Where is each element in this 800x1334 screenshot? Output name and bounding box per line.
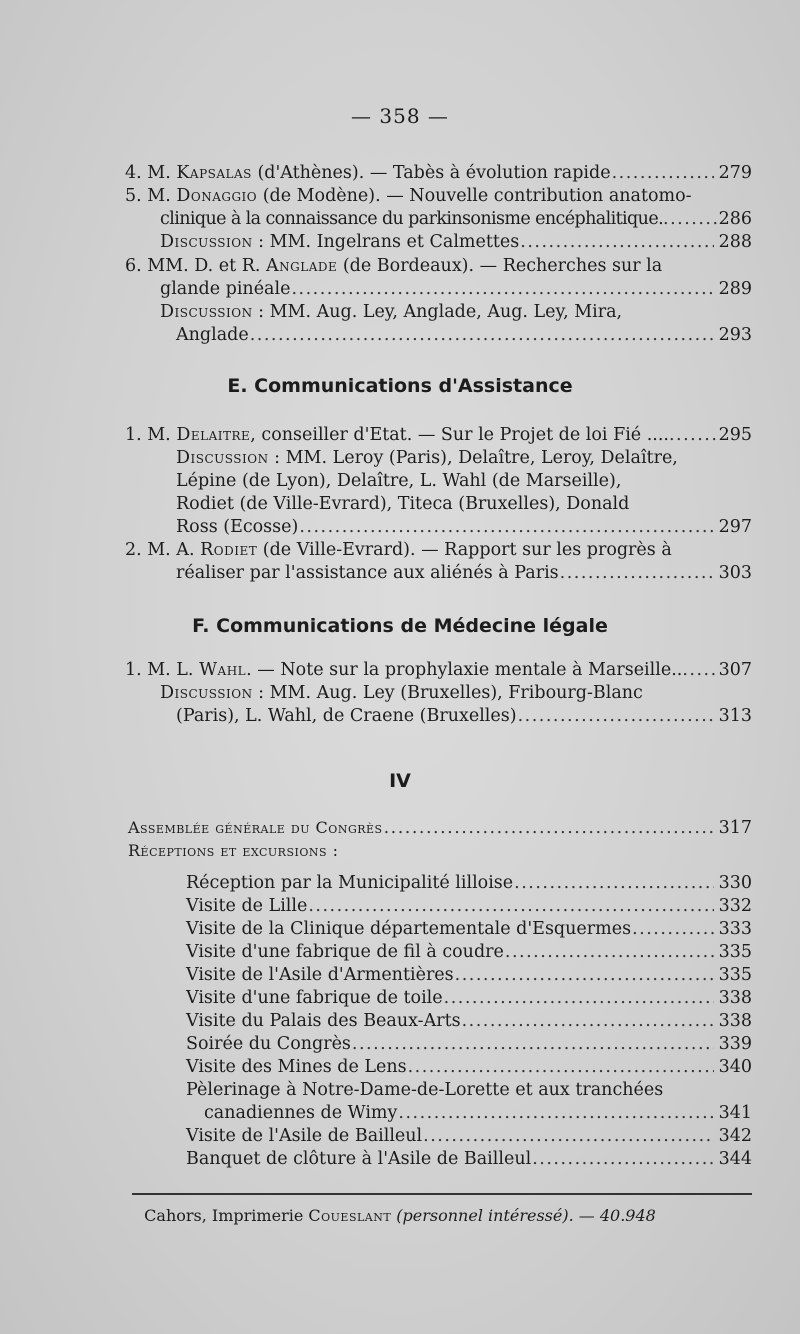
section-heading-iv: IV [389, 770, 411, 792]
page-ref: 279 [718, 163, 752, 183]
toc-discussion: Discussion : MM. Aug. Ley, Anglade, Aug. Ley, Mira, [160, 302, 623, 322]
page-ref: 342 [718, 1126, 752, 1146]
page-ref: 317 [718, 818, 752, 838]
toc-entry: 1. M. Delaitre, conseiller d'Etat. — Sur le Projet de loi Fié .... ..... 295 [125, 425, 752, 445]
page-ref: 335 [718, 965, 752, 985]
page-ref: 339 [718, 1034, 752, 1054]
page-ref: 295 [718, 425, 752, 445]
toc-entry-cont: réaliser par l'assistance aux aliénés à Paris ..... 303 [176, 563, 752, 583]
section-heading-f: F. Communications de Médecine légale [192, 615, 608, 637]
printer-footer: Cahors, Imprimerie Coueslant (personnel intéressé). — 40.948 [144, 1206, 656, 1225]
receptions-label: Réceptions et excursions : [128, 841, 339, 860]
page-ref: 293 [718, 325, 752, 345]
toc-entry-cont: Anglade ..... 293 [176, 325, 752, 345]
toc-entry-cont: Ross (Ecosse) ..... 297 [176, 517, 752, 537]
page-ref: 288 [718, 232, 752, 252]
toc-entry-cont: clinique à la connaissance du parkinsonisme encéphalitique. ..... 286 [160, 209, 752, 229]
page-ref: 330 [718, 873, 752, 893]
list-item: Soirée du Congrès ..... 339 [186, 1034, 752, 1054]
section-heading-e: E. Communications d'Assistance [227, 375, 573, 397]
toc-discussion: Discussion : MM. Ingelrans et Calmettes ..... 288 [160, 232, 752, 252]
list-item: Visite des Mines de Lens ..... 340 [186, 1057, 752, 1077]
toc-entry-cont: glande pinéale ..... 289 [160, 279, 752, 299]
toc-entry-cont: Rodiet (de Ville-Evrard), Titeca (Bruxelles), Donald [176, 494, 630, 514]
list-item: Visite du Palais des Beaux-Arts ..... 338 [186, 1011, 752, 1031]
toc-discussion: Discussion : MM. Leroy (Paris), Delaître, Leroy, Delaître, [176, 448, 678, 468]
list-item: Visite d'une fabrique de fil à coudre ..... 335 [186, 942, 752, 962]
toc-entry: 5. M. Donaggio (de Modène). — Nouvelle contribution anatomo- [125, 186, 692, 206]
toc-entry: 2. M. A. Rodiet (de Ville-Evrard). — Rapport sur les progrès à [125, 540, 672, 560]
page-ref: 341 [718, 1103, 752, 1123]
toc-entry-cont: (Paris), L. Wahl, de Craene (Bruxelles) ..... 313 [176, 706, 752, 726]
list-item: Visite de l'Asile de Bailleul ..... 342 [186, 1126, 752, 1146]
list-item: Pèlerinage à Notre-Dame-de-Lorette et aux tranchées [186, 1080, 664, 1100]
page-ref: 286 [718, 209, 752, 229]
toc-entry: Assemblée générale du Congrès ..... 317 [128, 818, 752, 838]
page-ref: 332 [718, 896, 752, 916]
list-item: Visite de l'Asile d'Armentières ..... 335 [186, 965, 752, 985]
list-item: Visite d'une fabrique de toile ..... 338 [186, 988, 752, 1008]
list-item: Réception par la Municipalité lilloise ..... 330 [186, 873, 752, 893]
page-ref: 307 [718, 660, 752, 680]
page-ref: 333 [718, 919, 752, 939]
toc-entry-cont: Lépine (de Lyon), Delaître, L. Wahl (de Marseille), [176, 471, 622, 491]
list-item: Banquet de clôture à l'Asile de Bailleul ..... 344 [186, 1149, 752, 1169]
toc-discussion: Discussion : MM. Aug. Ley (Bruxelles), Fribourg-Blanc [160, 683, 643, 703]
page-ref: 335 [718, 942, 752, 962]
page-ref: 340 [718, 1057, 752, 1077]
footer-rule [132, 1193, 752, 1195]
toc-entry: 1. M. L. Wahl. — Note sur la prophylaxie mentale à Marseille.. ..... 307 [125, 660, 752, 680]
page-ref: 289 [718, 279, 752, 299]
page-ref: 303 [718, 563, 752, 583]
list-item-cont: canadiennes de Wimy ..... 341 [204, 1103, 752, 1123]
page-number: — 358 — [351, 104, 449, 128]
page-ref: 338 [718, 988, 752, 1008]
page-ref: 344 [718, 1149, 752, 1169]
toc-entry: 6. MM. D. et R. Anglade (de Bordeaux). — Recherches sur la [125, 256, 663, 276]
page-ref: 313 [718, 706, 752, 726]
toc-entry: 4. M. Kapsalas (d'Athènes). — Tabès à évolution rapide ..... 279 [125, 163, 752, 183]
page-ref: 297 [718, 517, 752, 537]
list-item: Visite de la Clinique départementale d'Esquermes ..... 333 [186, 919, 752, 939]
list-item: Visite de Lille ..... 332 [186, 896, 752, 916]
page-ref: 338 [718, 1011, 752, 1031]
